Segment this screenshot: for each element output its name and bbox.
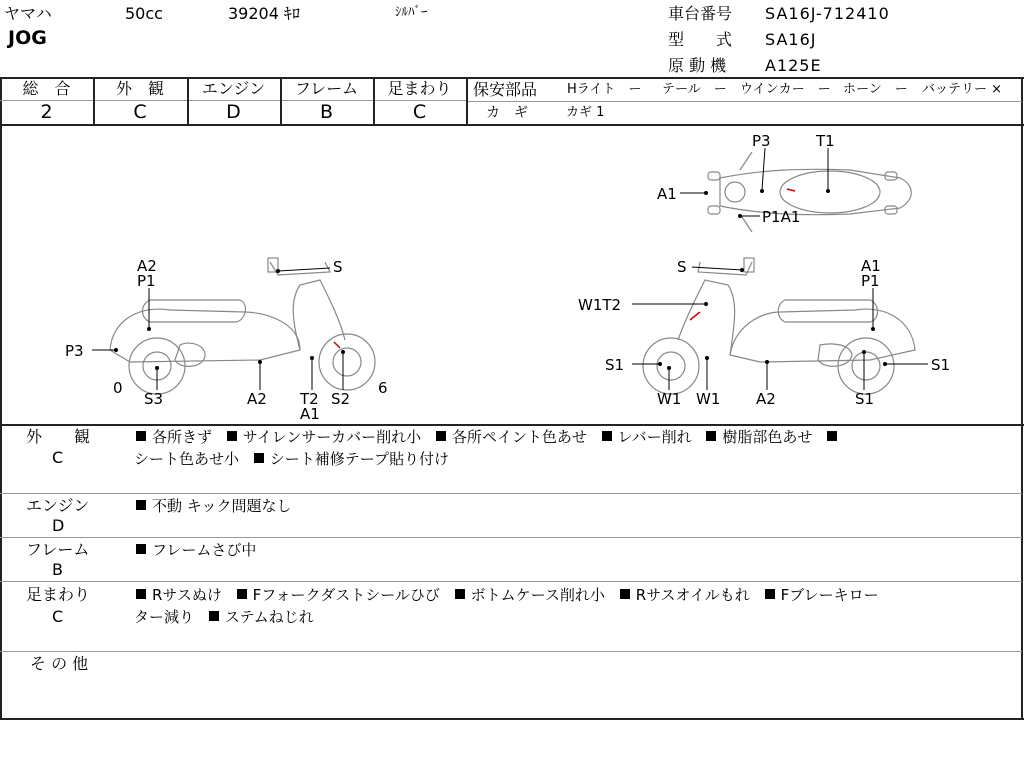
label-right-s1-left: S1 [605,356,625,374]
safety-parts-title: 保安部品 [473,80,538,99]
remark-label-engine: エンジン [26,496,90,515]
remark-suspension-line1: Rサスぬけ Fフォークダストシールひび ボトムケース削れ小 Rサスオイルもれ Fブレーキロー [136,584,889,606]
label-left-zero: 0 [113,379,123,397]
grade-overall: 2 [40,101,53,123]
color: ｼﾙﾊﾞｰ [395,5,428,20]
displacement: 50cc [125,4,163,23]
divider [0,651,1022,652]
label-left-a2-bottom: A2 [247,390,267,408]
bullet-square-icon [602,431,612,441]
remark-grade-suspension: C [52,607,64,626]
label-right-w1-b: W1 [696,390,721,408]
bullet-square-icon [237,589,247,599]
maker: ヤマハ [4,4,52,23]
key-label: カ ギ [486,105,528,121]
remark-suspension-line2: ター減り ステムねじれ [134,608,314,626]
label-left-s: S [333,258,343,276]
bullet-square-icon [209,611,219,621]
key-value: カギ 1 [566,105,605,120]
bullet-square-icon [620,589,630,599]
label-right-s1-bottom: S1 [855,390,875,408]
bullet-square-icon [436,431,446,441]
label-right-p1: P1 [861,272,880,290]
label-left-a1: A1 [300,405,320,423]
label-left-s3: S3 [144,390,164,408]
label-right-s: S [677,258,687,276]
safety-battery: バッテリー × [922,82,1003,97]
engine-type-value: A125E [765,56,822,75]
frame-number-label: 車台番号 [668,4,733,23]
label-left-t2: T2 [300,390,319,408]
grade-header-exterior: 外 観 [115,79,164,98]
frame-number-value: SA16J-712410 [765,4,890,23]
label-left-p1: P1 [137,272,156,290]
bullet-square-icon [136,431,146,441]
bullet-square-icon [227,431,237,441]
bullet-square-icon [136,589,146,599]
remark-label-suspension: 足まわり [26,585,91,604]
mileage: 39204 ｷﾛ [228,4,300,23]
label-right-a2: A2 [756,390,776,408]
safety-horn: ホーン ー [843,82,908,97]
remark-label-exterior: 外 観 [26,427,91,446]
divider [0,493,1022,494]
type-label: 型 式 [668,30,733,49]
divider [466,77,468,124]
grade-suspension: C [412,101,427,123]
label-top-t1: T1 [816,132,835,150]
bullet-square-icon [455,589,465,599]
divider [0,718,1024,720]
label-left-a2: A2 [137,257,157,275]
safety-winker: ウインカー ー [740,82,831,97]
bullet-square-icon [765,589,775,599]
remark-grade-frame: B [52,560,63,579]
damage-diagram [0,126,1024,424]
label-right-a1: A1 [861,257,881,275]
type-value: SA16J [765,30,817,49]
label-right-s1-right: S1 [931,356,951,374]
divider [0,537,1022,538]
label-top-p1a1: P1A1 [762,208,801,226]
bullet-square-icon [254,453,264,463]
label-right-w1t2: W1T2 [578,296,622,314]
label-top-p3: P3 [752,132,771,150]
grade-frame: B [319,101,334,123]
grade-header-frame: フレーム [294,79,359,98]
grade-header-overall: 総 合 [22,79,71,98]
grade-engine: D [226,101,241,123]
remark-exterior-line1: 各所きず サイレンサーカバー削れ小 各所ペイント色あせ レバー削れ 樹脂部色あせ [136,426,843,448]
remark-grade-exterior: C [52,448,64,467]
top-view-scooter-icon [708,152,911,232]
remark-exterior-line2: シート色あせ小 シート補修テープ貼り付け [134,450,450,468]
engine-type-label: 原 動 機 [668,56,727,75]
grade-header-engine: エンジン [201,79,266,98]
remark-label-frame: フレーム [26,540,90,559]
remark-label-other: そ の 他 [30,654,89,673]
divider [0,581,1022,582]
bullet-square-icon [136,544,146,554]
grade-exterior: C [133,101,147,123]
divider [466,101,1022,102]
model-name: JOG [8,27,47,49]
label-right-w1-a: W1 [657,390,682,408]
safety-headlight: Hライト ー [567,82,642,97]
remark-frame-line1: フレームさび中 [136,539,266,561]
label-left-six: 6 [378,379,388,397]
label-left-p3: P3 [65,342,84,360]
label-left-s2: S2 [331,390,351,408]
grade-header-suspension: 足まわり [387,79,452,98]
safety-taillight: テール ー [662,82,727,97]
bullet-square-icon [827,431,837,441]
label-top-a1: A1 [657,185,677,203]
bullet-square-icon [136,500,146,510]
remark-engine-line1: 不動 キック問題なし [136,495,301,517]
remark-grade-engine: D [52,516,65,535]
bullet-square-icon [706,431,716,441]
